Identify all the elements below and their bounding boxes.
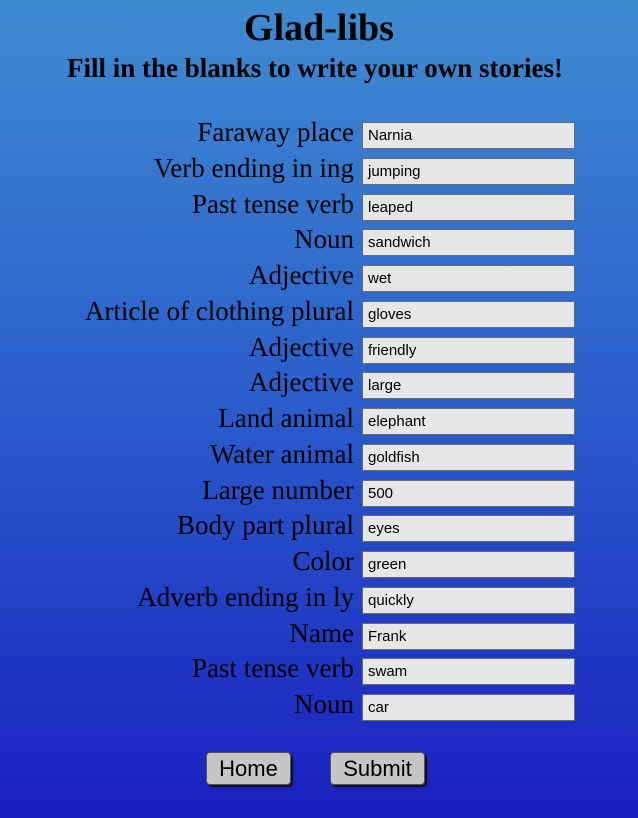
field-input[interactable]: wet (362, 265, 575, 292)
field-input[interactable]: swam (362, 658, 575, 685)
field-label: Adverb ending in ly (137, 581, 354, 612)
field-label: Past tense verb (192, 653, 354, 684)
field-label: Adjective (249, 260, 354, 290)
field-input[interactable]: car (362, 694, 575, 721)
field-input[interactable]: jumping (362, 158, 575, 185)
field-label: Water animal (209, 438, 354, 469)
field-input[interactable]: friendly (362, 337, 575, 364)
field-input[interactable]: large (362, 372, 575, 399)
field-input[interactable]: elephant (362, 408, 575, 435)
field-input[interactable]: eyes (362, 515, 575, 542)
field-input[interactable]: gloves (362, 301, 575, 328)
page-title: Glad-libs (244, 7, 394, 49)
field-input[interactable]: 500 (362, 480, 575, 507)
field-input[interactable]: Frank (362, 623, 575, 650)
field-input[interactable]: Narnia (362, 122, 575, 149)
page-subtitle: Fill in the blanks to write your own stories! (66, 53, 563, 83)
home-button[interactable]: Home (206, 752, 291, 785)
form-row (0, 689, 638, 730)
field-input[interactable]: leaped (362, 194, 575, 221)
field-label: Noun (294, 224, 354, 255)
field-label: Article of clothing plural (84, 295, 354, 326)
field-input[interactable]: green (362, 551, 575, 578)
field-label: Color (292, 546, 354, 576)
field-label: Name (289, 617, 354, 648)
field-label: Past tense verb (192, 188, 354, 219)
field-label: Noun (294, 689, 354, 719)
field-label: Body part plural (177, 510, 354, 541)
field-label: Faraway place (197, 117, 354, 147)
field-label: Adjective (249, 331, 354, 362)
field-input[interactable]: quickly (362, 587, 575, 614)
field-input[interactable]: sandwich (362, 229, 575, 256)
field-label: Adjective (249, 367, 354, 398)
field-input[interactable]: goldfish (362, 444, 575, 471)
field-label: Large number (202, 474, 354, 505)
submit-button[interactable]: Submit (330, 752, 425, 785)
field-label: Verb ending in ing (153, 152, 354, 183)
field-label: Land animal (218, 403, 354, 433)
